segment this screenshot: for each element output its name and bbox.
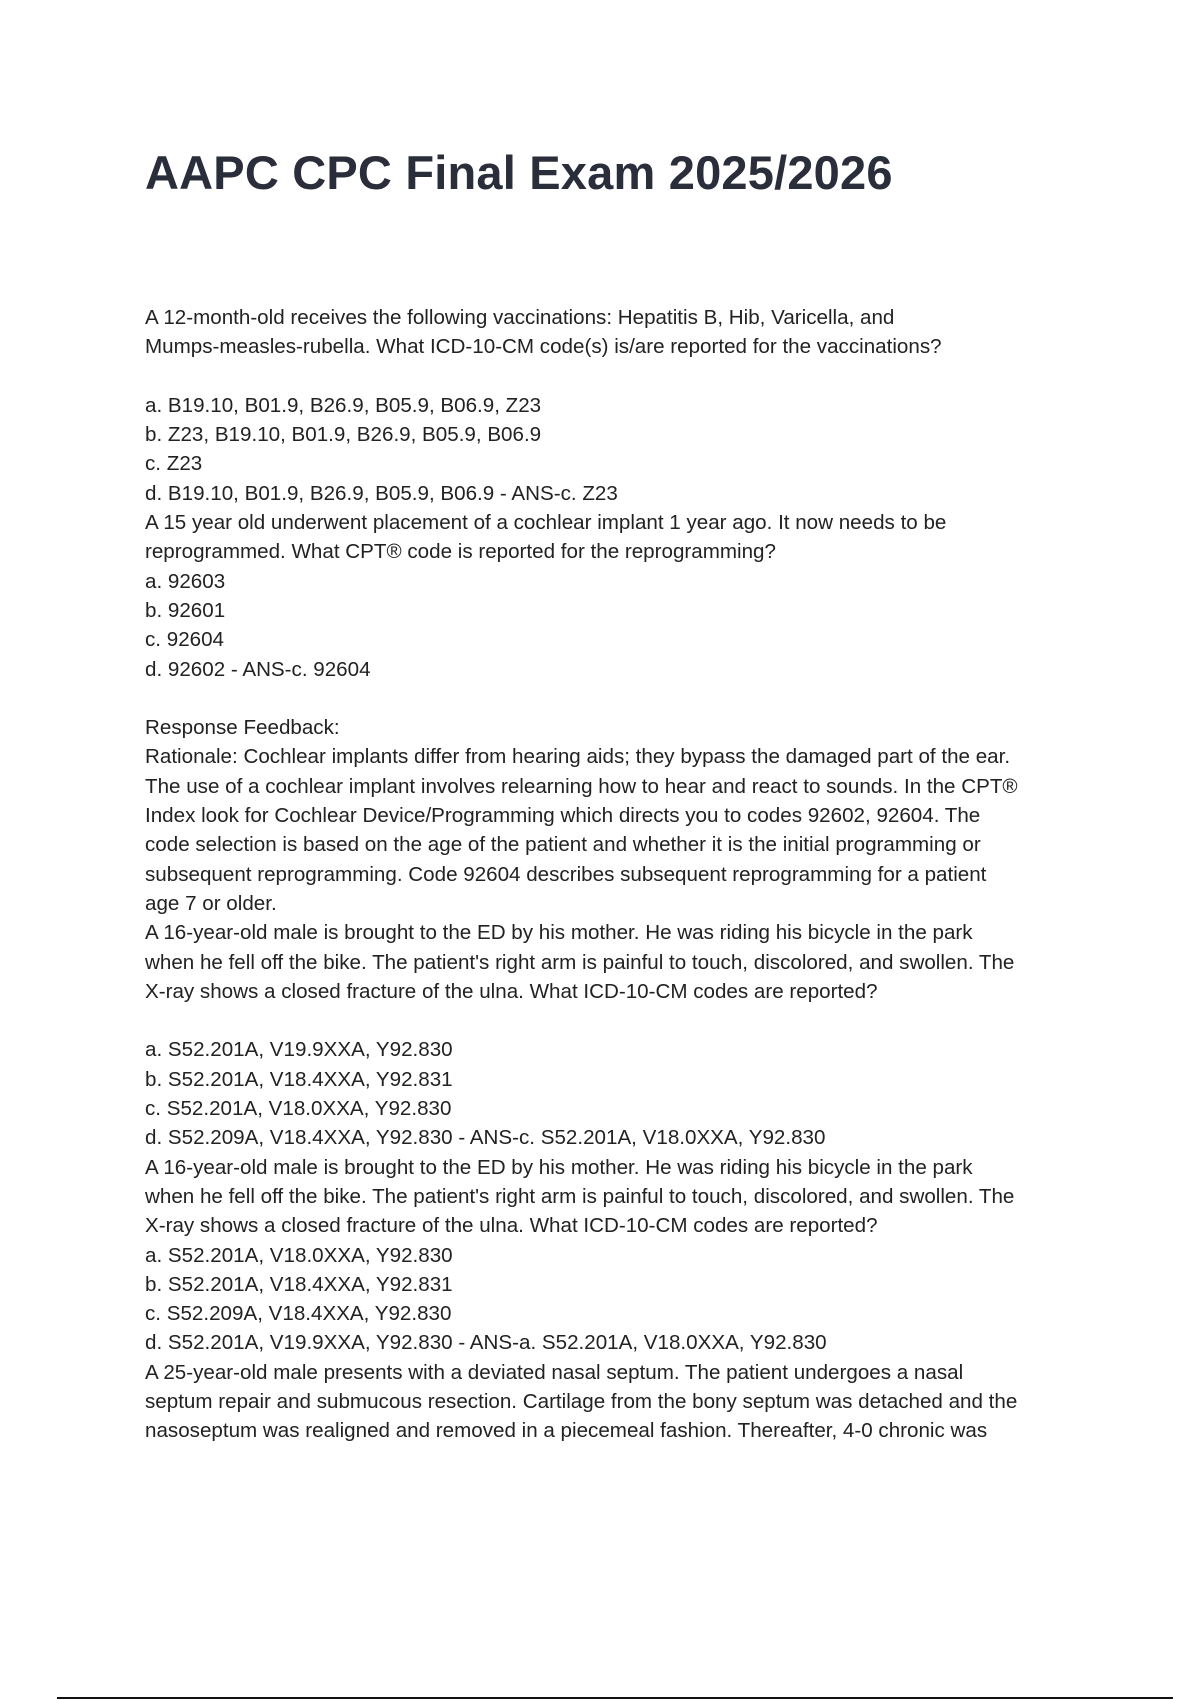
question-stem-line: A 16-year-old male is brought to the ED by his mother. He was riding his bicycle in the park bbox=[145, 921, 973, 945]
question-block bbox=[145, 918, 1090, 1152]
answer-option: c. S52.201A, V18.0XXA, Y92.830 bbox=[145, 1097, 452, 1121]
question-stem-line: X-ray shows a closed fracture of the ulna. What ICD-10-CM codes are reported? bbox=[145, 979, 878, 1003]
rationale-line: Index look for Cochlear Device/Programming which directs you to codes 92602, 92604. The bbox=[145, 804, 981, 828]
question-stem-line: A 12-month-old receives the following vaccinations: Hepatitis B, Hib, Varicella, and bbox=[145, 306, 895, 329]
question-stem-line: Mumps-measles-rubella. What ICD-10-CM code(s) is/are reported for the vaccinations? bbox=[145, 335, 942, 359]
answer-option-with-answer: d. B19.10, B01.9, B26.9, B05.9, B06.9 - ANS-c. Z23 bbox=[145, 481, 618, 505]
paragraph-gap bbox=[145, 362, 1090, 391]
question-block bbox=[145, 1358, 1090, 1446]
answer-option: b. S52.201A, V18.4XXA, Y92.831 bbox=[145, 1272, 453, 1296]
question-stem-line: A 15 year old underwent placement of a cochlear implant 1 year ago. It now needs to be bbox=[145, 511, 947, 535]
answer-option: c. Z23 bbox=[145, 452, 203, 476]
question-stem-line: when he fell off the bike. The patient's right arm is painful to touch, discolored, and swollen. The bbox=[145, 950, 1015, 974]
question-stem-line: reprogrammed. What CPT® code is reported for the reprogramming? bbox=[145, 540, 776, 564]
answer-option: a. B19.10, B01.9, B26.9, B05.9, B06.9, Z23 bbox=[145, 393, 542, 417]
document-body bbox=[145, 303, 1090, 1446]
answer-option-with-answer: d. S52.209A, V18.4XXA, Y92.830 - ANS-c. S52.201A, V18.0XXA, Y92.830 bbox=[145, 1126, 826, 1150]
question-stem-line: septum repair and submucous resection. Cartilage from the bony septum was detached and the bbox=[145, 1389, 1018, 1413]
question-stem-line: A 25-year-old male presents with a deviated nasal septum. The patient undergoes a nasal bbox=[145, 1360, 964, 1384]
question-block bbox=[145, 303, 1090, 508]
question-block bbox=[145, 1153, 1090, 1358]
footer-divider bbox=[57, 1697, 1173, 1699]
page-title: AAPC CPC Final Exam 2025/2026 bbox=[145, 146, 893, 199]
paragraph-gap bbox=[145, 1006, 1090, 1035]
rationale-line: age 7 or older. bbox=[145, 891, 277, 915]
question-stem-line: when he fell off the bike. The patient's right arm is painful to touch, discolored, and swollen. The bbox=[145, 1184, 1015, 1208]
rationale-line: subsequent reprogramming. Code 92604 describes subsequent reprogramming for a patient bbox=[145, 862, 987, 886]
answer-option: b. 92601 bbox=[145, 598, 226, 622]
answer-option: b. S52.201A, V18.4XXA, Y92.831 bbox=[145, 1067, 453, 1091]
answer-option: b. Z23, B19.10, B01.9, B26.9, B05.9, B06.9 bbox=[145, 423, 542, 447]
rationale-line: Rationale: Cochlear implants differ from hearing aids; they bypass the damaged part of the ear. bbox=[145, 745, 1011, 769]
answer-option-with-answer: d. 92602 - ANS-c. 92604 bbox=[145, 657, 371, 681]
answer-option-with-answer: d. S52.201A, V19.9XXA, Y92.830 - ANS-a. S52.201A, V18.0XXA, Y92.830 bbox=[145, 1331, 827, 1355]
question-stem-line: A 16-year-old male is brought to the ED by his mother. He was riding his bicycle in the park bbox=[145, 1155, 973, 1179]
rationale-line: code selection is based on the age of the patient and whether it is the initial programming or bbox=[145, 833, 981, 857]
answer-option: a. 92603 bbox=[145, 569, 226, 593]
answer-option: c. S52.209A, V18.4XXA, Y92.830 bbox=[145, 1302, 452, 1326]
answer-option: a. S52.201A, V19.9XXA, Y92.830 bbox=[145, 1038, 453, 1062]
feedback-heading: Response Feedback: bbox=[145, 716, 340, 740]
question-stem-line: nasoseptum was realigned and removed in a piecemeal fashion. Thereafter, 4-0 chronic was bbox=[145, 1419, 988, 1443]
question-block bbox=[145, 508, 1090, 918]
answer-option: a. S52.201A, V18.0XXA, Y92.830 bbox=[145, 1243, 453, 1267]
paragraph-gap bbox=[145, 684, 1090, 713]
rationale-line: The use of a cochlear implant involves relearning how to hear and react to sounds. In the CPT® bbox=[145, 774, 1018, 798]
question-stem-line: X-ray shows a closed fracture of the ulna. What ICD-10-CM codes are reported? bbox=[145, 1214, 878, 1238]
answer-option: c. 92604 bbox=[145, 628, 225, 652]
